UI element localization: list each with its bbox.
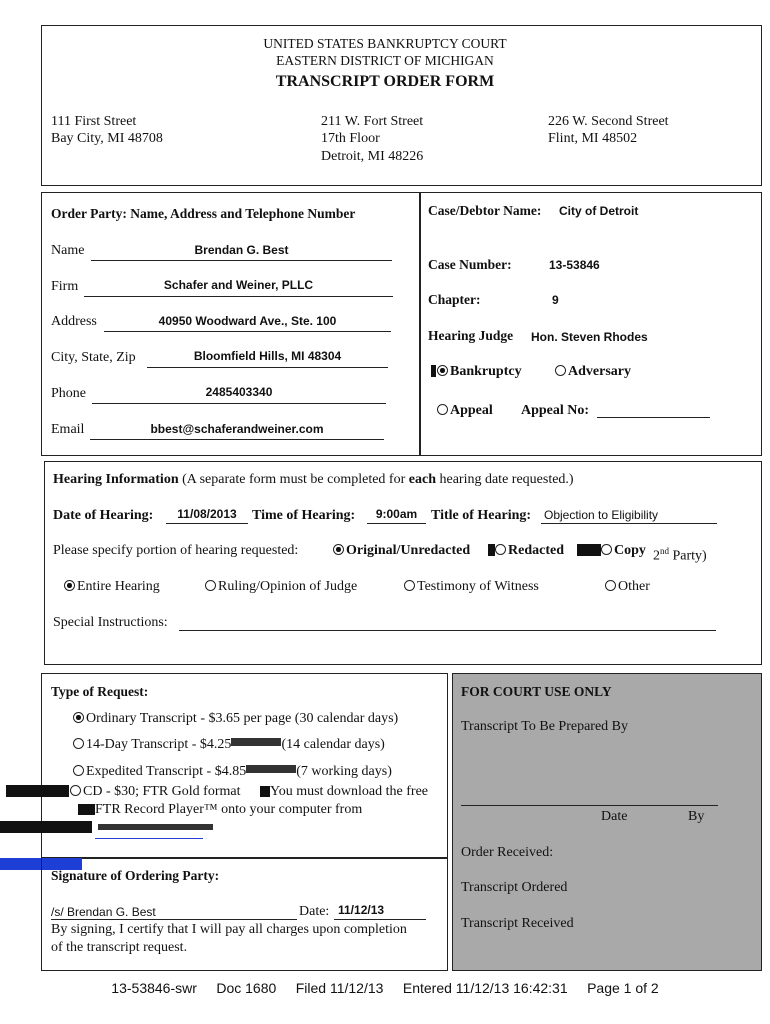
hearing-info-text xyxy=(53,472,574,488)
court-name: UNITED STATES BANKRUPTCY COURT xyxy=(263,36,507,51)
entire-hearing-radio[interactable] xyxy=(64,580,75,591)
copy-party-text xyxy=(653,543,707,565)
signature-field[interactable]: /s/ Brendan G. Best xyxy=(51,905,156,919)
case-debtor-field[interactable]: City of Detroit xyxy=(559,204,639,218)
ordinary-option[interactable] xyxy=(73,711,398,727)
order-party-heading: Order Party: Name, Address and Telephone Number xyxy=(51,206,356,221)
testimony-label: Testimony of Witness xyxy=(417,579,539,594)
bankruptcy-radio[interactable] xyxy=(437,365,448,376)
original-option[interactable] xyxy=(333,543,470,559)
prepared-by-line xyxy=(461,805,718,806)
special-instructions-field[interactable] xyxy=(179,614,716,631)
hearing-judge-field[interactable]: Hon. Steven Rhodes xyxy=(531,330,648,344)
name-field[interactable]: Brendan G. Best xyxy=(194,243,289,257)
entire-hearing-option[interactable] xyxy=(64,579,160,595)
fourteen-day-terms: (14 calendar days) xyxy=(281,737,385,752)
redacted-radio[interactable] xyxy=(495,544,506,555)
portion-label: Please specify portion of hearing requested: xyxy=(53,543,299,558)
title-of-hearing-label: Title of Hearing: xyxy=(431,508,532,523)
hearing-info-each: each xyxy=(408,472,436,487)
redaction-mark xyxy=(0,821,92,833)
transcript-received-label: Transcript Received xyxy=(461,916,574,931)
address-detroit-street: 211 W. Fort Street xyxy=(321,114,424,129)
redaction-mark xyxy=(78,804,95,815)
signature-date-label: Date: xyxy=(299,904,330,919)
original-label: Original/Unredacted xyxy=(346,543,471,558)
adversary-radio[interactable] xyxy=(555,365,566,376)
cd-instructions: You must download the free xyxy=(270,784,429,799)
other-option[interactable] xyxy=(605,579,650,595)
firm-label: Firm xyxy=(51,279,79,294)
case-number-field[interactable]: 13-53846 xyxy=(549,258,600,272)
redaction-mark xyxy=(260,786,270,797)
testimony-option[interactable] xyxy=(404,579,539,595)
expedited-radio[interactable] xyxy=(73,765,84,776)
expedited-label: Expedited Transcript - $4.85 xyxy=(86,764,247,779)
adversary-option[interactable] xyxy=(555,364,631,380)
testimony-radio[interactable] xyxy=(404,580,415,591)
ordinary-radio[interactable] xyxy=(73,712,84,723)
signature-date-field[interactable]: 11/12/13 xyxy=(338,903,385,917)
fourteen-day-option[interactable] xyxy=(73,737,385,753)
redacted-label: Redacted xyxy=(508,543,564,558)
other-radio[interactable] xyxy=(605,580,616,591)
certify-text-2: of the transcript request. xyxy=(51,940,188,955)
order-received-label: Order Received: xyxy=(461,845,554,860)
other-label: Other xyxy=(618,579,650,594)
redaction-mark xyxy=(246,765,296,773)
phone-label: Phone xyxy=(51,386,86,401)
adversary-label: Adversary xyxy=(568,364,631,379)
appeal-radio[interactable] xyxy=(437,404,448,415)
email-field[interactable]: bbest@schaferandweiner.com xyxy=(150,422,324,436)
address-detroit-city: Detroit, MI 48226 xyxy=(321,149,424,164)
time-of-hearing-field[interactable]: 9:00am xyxy=(375,507,418,521)
address-bay-city-street: 111 First Street xyxy=(51,114,137,129)
chapter-field[interactable]: 9 xyxy=(552,293,559,307)
appeal-no-label: Appeal No: xyxy=(521,403,590,418)
time-of-hearing-label: Time of Hearing: xyxy=(252,508,356,523)
court-use-by-label: By xyxy=(688,809,705,824)
redaction-mark xyxy=(431,365,436,377)
redaction-mark xyxy=(231,738,281,746)
hearing-judge-label: Hearing Judge xyxy=(428,328,514,343)
type-of-request-heading: Type of Request: xyxy=(51,684,149,699)
fourteen-day-label: 14-Day Transcript - $4.25 xyxy=(86,737,232,752)
city-state-zip-field[interactable]: Bloomfield Hills, MI 48304 xyxy=(193,349,342,363)
cd-radio[interactable] xyxy=(70,785,81,796)
address-flint-city: Flint, MI 48502 xyxy=(548,131,638,146)
redacted-option[interactable] xyxy=(495,543,564,559)
original-radio[interactable] xyxy=(333,544,344,555)
redaction-mark xyxy=(6,785,69,797)
hearing-info-rest-1: (A separate form must be completed for xyxy=(178,472,409,487)
case-number-label: Case Number: xyxy=(428,257,512,272)
copy-label: Copy xyxy=(614,543,646,558)
filing-stamp: 13-53846-swr Doc 1680 Filed 11/12/13 Entered 11/12/13 16:42:31 Page 1 of 2 xyxy=(111,980,659,996)
address-field[interactable]: 40950 Woodward Ave., Ste. 100 xyxy=(158,314,337,328)
firm-field[interactable]: Schafer and Weiner, PLLC xyxy=(163,278,314,292)
date-of-hearing-label: Date of Hearing: xyxy=(53,508,154,523)
entire-hearing-label: Entire Hearing xyxy=(77,579,160,594)
appeal-no-field[interactable] xyxy=(597,401,710,418)
address-bay-city-city: Bay City, MI 48708 xyxy=(51,131,163,146)
expedited-terms: (7 working days) xyxy=(296,764,392,779)
ftr-download-link[interactable] xyxy=(95,838,203,839)
certify-text-1: By signing, I certify that I will pay all charges upon completion xyxy=(51,922,407,937)
title-of-hearing-field[interactable]: Objection to Eligibility xyxy=(544,508,659,522)
prepared-by-label: Transcript To Be Prepared By xyxy=(461,719,629,734)
fourteen-day-radio[interactable] xyxy=(73,738,84,749)
signature-heading: Signature of Ordering Party: xyxy=(51,868,220,883)
cd-option[interactable] xyxy=(70,784,241,800)
city-state-zip-label: City, State, Zip xyxy=(51,350,136,365)
name-label: Name xyxy=(51,243,85,258)
transcript-ordered-label: Transcript Ordered xyxy=(461,880,568,895)
bankruptcy-label: Bankruptcy xyxy=(450,364,522,379)
phone-field[interactable]: 2485403340 xyxy=(205,385,273,399)
form-title: TRANSCRIPT ORDER FORM xyxy=(275,73,495,90)
expedited-option[interactable] xyxy=(73,764,392,780)
ruling-option[interactable] xyxy=(205,579,357,595)
special-instructions-label: Special Instructions: xyxy=(53,615,168,630)
cd-label: CD - $30; FTR Gold format xyxy=(83,784,241,799)
court-use-date-label: Date xyxy=(601,809,628,824)
copy-radio[interactable] xyxy=(601,544,612,555)
ordinary-label: Ordinary Transcript - $3.65 per page (30 calendar days) xyxy=(86,711,399,726)
copy-party-tail: Party) xyxy=(669,548,707,564)
ruling-label: Ruling/Opinion of Judge xyxy=(218,579,358,594)
hearing-info-bold: Hearing Information xyxy=(53,472,179,487)
redaction-mark xyxy=(488,544,495,556)
copy-party-sup: nd xyxy=(660,546,669,556)
copy-option[interactable] xyxy=(601,543,646,559)
redaction-mark xyxy=(98,824,213,830)
chapter-label: Chapter: xyxy=(428,292,481,307)
copy-party-number: 2 xyxy=(653,548,660,564)
hearing-info-rest-2: hearing date requested.) xyxy=(435,472,574,487)
district-name: EASTERN DISTRICT OF MICHIGAN xyxy=(276,53,494,68)
case-debtor-label: Case/Debtor Name: xyxy=(428,203,542,218)
redaction-mark xyxy=(577,544,601,556)
address-detroit-floor: 17th Floor xyxy=(321,131,380,146)
cd-instructions-2: FTR Record Player™ onto your computer from xyxy=(95,802,363,817)
address-label: Address xyxy=(51,314,97,329)
appeal-option[interactable] xyxy=(437,403,493,419)
bankruptcy-option[interactable] xyxy=(437,364,522,380)
appeal-label: Appeal xyxy=(450,403,493,418)
court-use-heading: FOR COURT USE ONLY xyxy=(461,684,612,699)
ruling-radio[interactable] xyxy=(205,580,216,591)
email-label: Email xyxy=(51,422,85,437)
address-flint-street: 226 W. Second Street xyxy=(548,114,669,129)
date-of-hearing-field[interactable]: 11/08/2013 xyxy=(177,507,237,521)
